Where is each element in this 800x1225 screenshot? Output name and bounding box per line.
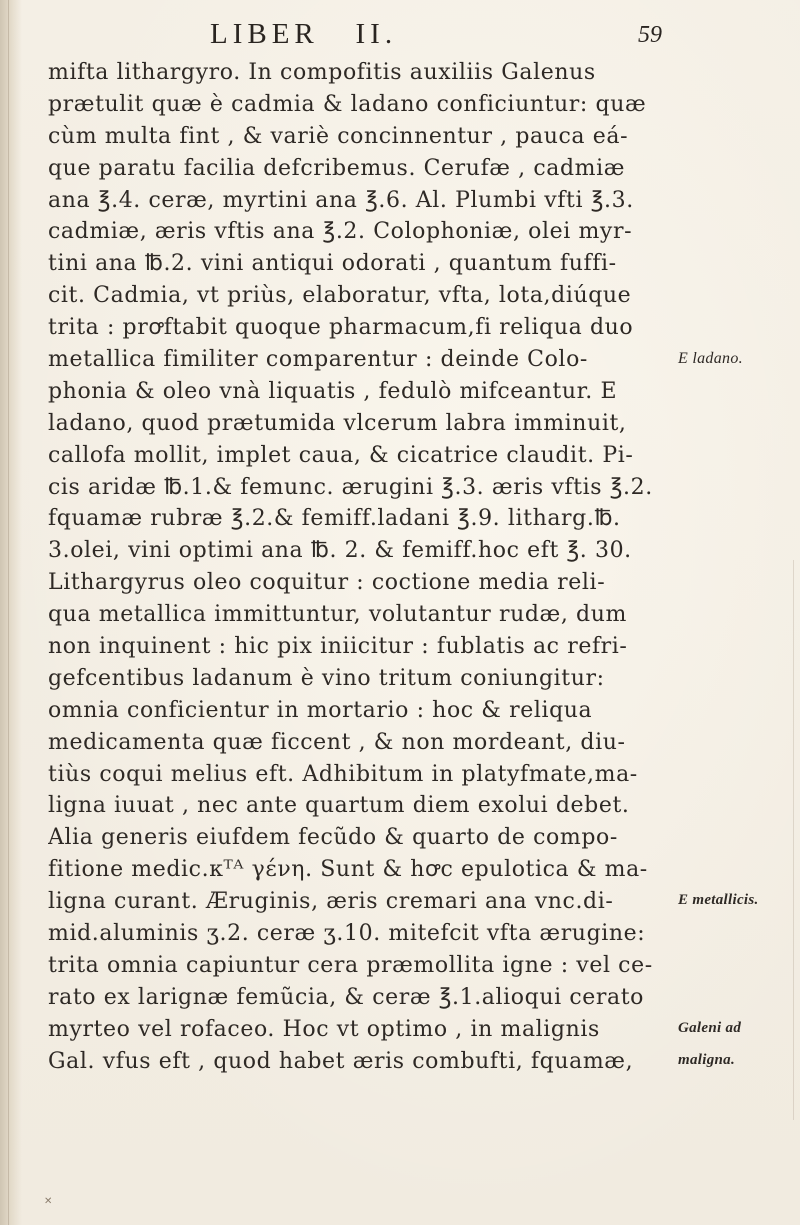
text-line: mid.aluminis ʒ.2. ceræ ʒ.10. mitefcit vfta ærugine: [48,921,646,947]
text-line: ligna iuuat , nec ante quartum diem exolui debet. [48,793,630,819]
running-head: LIBER II. [210,18,398,50]
text-line: ligna curant. Æruginis, æris cremari ana vnc.di- [48,889,614,915]
text-line: ana ℥.4. ceræ, myrtini ana ℥.6. Al. Plumbi vfti ℥.3. [48,187,634,213]
text-line: cis aridæ ℔.1.& femunc. ærugini ℥.3. æris vftis ℥.2. [48,474,653,500]
text-line: callofa mollit, implet caua, & cicatrice claudit. Pi- [48,442,634,468]
text-line: phonia & oleo vnà liquatis , fedulò mifceantur. E [48,378,618,404]
margin-note-maligna: maligna. [678,1051,735,1068]
page-header [200,18,670,58]
text-line: Lithargyrus oleo coquitur : coctione media reli- [48,570,606,596]
text-line: mifta lithargyro. In compofitis auxiliis Galenus [48,60,596,85]
text-line: cadmiæ, æris vftis ana ℥.2. Colophoniæ, olei myr- [48,219,633,245]
text-line: rato ex larignæ femũcia, & ceræ ℥.1.alioqui cerato [48,984,644,1010]
text-line: fquamæ rubræ ℥.2.& femiff.ladani ℥.9. litharg.℔. [48,506,621,532]
margin-note-e-ladano: E ladano. [678,350,743,368]
page-edge-line [793,560,794,1120]
binding-gutter [0,0,22,1225]
margin-note-e-metallicis: E metallicis. [678,892,759,909]
text-line: medicamenta quæ ficcent , & non mordeant, diu- [48,729,626,755]
body-text [48,57,668,1078]
text-line: metallica fimiliter comparentur : deinde Colo- [48,347,588,373]
text-line: tiùs coqui melius eft. Adhibitum in platyfmate,ma- [48,761,638,787]
text-line: cit. Cadmia, vt priùs, elaboratur, vfta, lota,diúque [48,283,632,309]
text-line: trita omnia capiuntur cera præmollita igne : vel ce- [48,952,653,978]
margin-note-galeni-ad: Galeni ad [678,1020,742,1036]
text-line: myrteo vel rofaceo. Hoc vt optimo , in malignis [48,1016,600,1042]
text-line: 3.olei, vini optimi ana ℔. 2. & femiff.hoc eft ℥. 30. [48,538,632,564]
text-line: tini ana ℔.2. vini antiqui odorati , quantum fuffi- [48,251,617,277]
text-line: prætulit quæ è cadmia & ladano conficiuntur: quæ [48,91,647,117]
text-line: omnia conficientur in mortario : hoc & reliqua [48,697,593,723]
stray-ink-mark: ✕ [44,1196,53,1207]
text-line: qua metallica immittuntur, volutantur rudæ, dum [48,602,627,628]
text-line: cùm multa fint , & variè concinnentur , pauca eá- [48,123,629,149]
text-line: Gal. vfus eft , quod habet æris combufti, fquamæ, [48,1048,634,1074]
text-line: Alia generis eiufdem fecũdo & quarto de compo- [48,825,618,851]
text-line: trita : prꝍftabit quoque pharmacum,fi reliqua duo [48,315,634,341]
text-line: fitione medic.κᵀᴬ γένη. Sunt & hꝍc epulotica & ma- [48,857,648,883]
page-number: 59 [638,22,662,48]
text-line: gefcentibus ladanum è vino tritum coniungitur: [48,665,605,691]
text-line: que paratu facilia defcribemus. Cerufæ , cadmiæ [48,155,626,181]
text-line: non inquinent : hic pix iniicitur : fublatis ac refri- [48,634,628,660]
text-line: ladano, quod prætumida vlcerum labra imminuit, [48,410,627,436]
binding-edge-line [8,0,9,1225]
